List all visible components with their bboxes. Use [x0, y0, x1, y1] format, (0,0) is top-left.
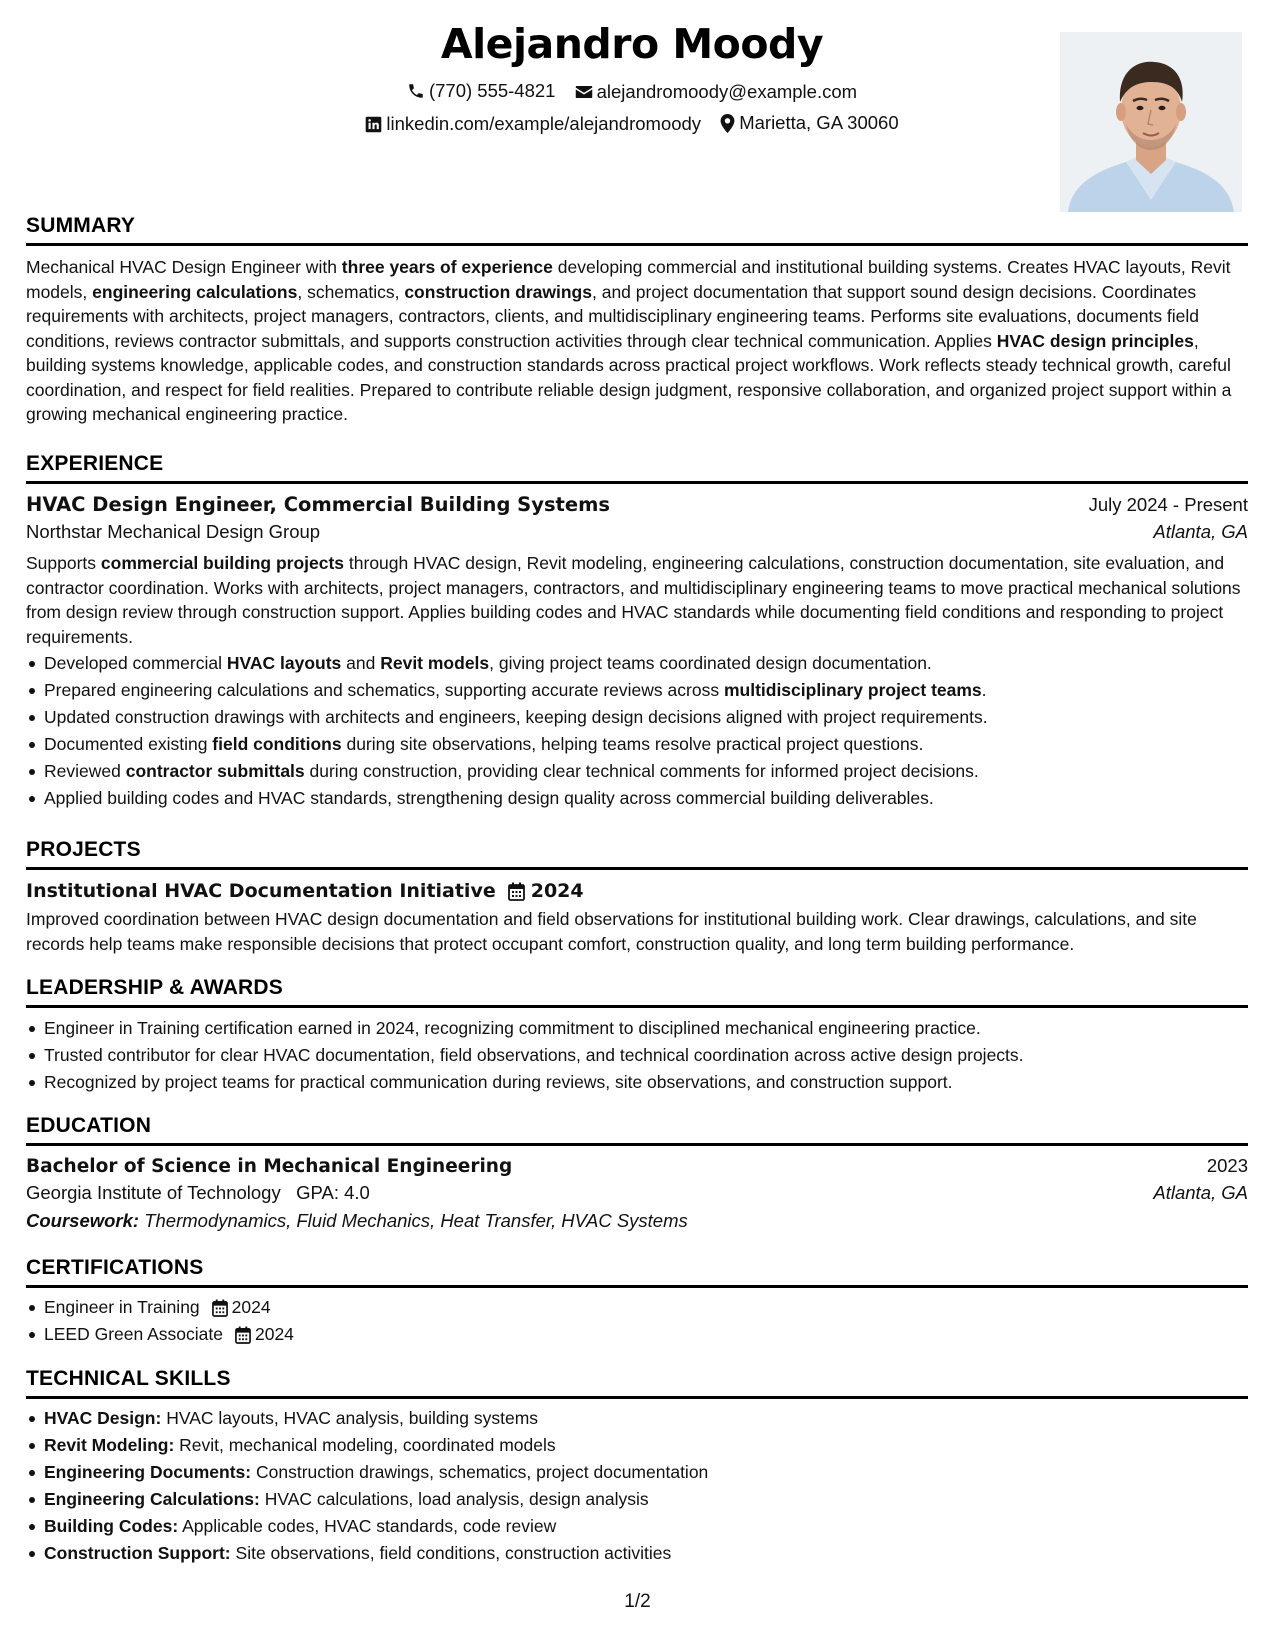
linkedin-contact[interactable]	[365, 113, 701, 135]
skill-label: Engineering Documents:	[44, 1462, 252, 1482]
profile-photo	[1060, 32, 1242, 212]
certification-name: LEED Green Associate	[44, 1324, 223, 1344]
summary-text: , and project documentation that support sound design decisions. Coordinates requirements with architects, project managers, contractors, clients, and multidisciplinary engineering teams. Performs site evaluations, documents field conditions, reviews contractor submittals, and supports construction activities through clear technical communication. Applies	[26, 281, 1200, 351]
job-bullet	[26, 677, 1248, 704]
job-location: Atlanta, GA	[1153, 521, 1248, 542]
skills-heading: TECHNICAL SKILLS	[26, 1367, 1248, 1399]
job-bullet	[26, 758, 1248, 785]
job-bullet-emphasis: Revit models	[380, 653, 490, 673]
summary-emphasis: HVAC design principles	[996, 330, 1194, 351]
job-bullet-text: and	[341, 653, 381, 673]
projects-heading: PROJECTS	[26, 838, 1248, 870]
job-bullet-text: , giving project teams coordinated design documentation.	[489, 653, 932, 673]
summary-emphasis: three years of experience	[341, 257, 553, 277]
skill-item	[26, 1459, 1248, 1486]
job-bullet-text: during site observations, helping teams resolve practical project questions.	[341, 734, 924, 754]
job-company: Northstar Mechanical Design Group	[26, 521, 321, 542]
skill-label: Building Codes:	[44, 1516, 179, 1536]
certifications-list	[26, 1294, 1248, 1348]
summary-text: Mechanical HVAC Design Engineer with	[26, 257, 342, 277]
leadership-item: Engineer in Training certification earned in 2024, recognizing commitment to disciplined mechanical engineering practice.	[26, 1015, 1248, 1042]
skill-value: HVAC calculations, load analysis, design analysis	[264, 1489, 649, 1509]
job-bullet-emphasis: multidisciplinary project teams	[723, 680, 982, 700]
phone-number: (770) 555-4821	[428, 80, 556, 101]
summary-emphasis: construction drawings	[404, 281, 592, 302]
school-location: Atlanta, GA	[1153, 1182, 1248, 1203]
certification-name: Engineer in Training	[44, 1297, 200, 1317]
job-description-emphasis: commercial building projects	[100, 553, 345, 573]
candidate-name: Alejandro Moody	[440, 20, 824, 68]
page-number: 1/2	[624, 1591, 651, 1612]
experience-section	[26, 452, 1248, 812]
skill-label: HVAC Design:	[44, 1408, 162, 1428]
job-bullet-emphasis: contractor submittals	[125, 761, 305, 781]
project-name: Institutional HVAC Documentation Initiative	[26, 880, 496, 902]
skill-value: Revit, mechanical modeling, coordinated models	[179, 1435, 556, 1455]
summary-section	[26, 214, 1248, 427]
project-description: Improved coordination between HVAC design documentation and field observations for institutional building work. Clear drawings, calculations, and site records help teams make responsible decisions that protect occupant comfort, construction quality, and long term building performance.	[26, 909, 1197, 954]
skill-item	[26, 1486, 1248, 1513]
job-title-row	[26, 493, 1248, 516]
skill-item	[26, 1432, 1248, 1459]
experience-heading: EXPERIENCE	[26, 452, 1248, 484]
job-bullet-text: Applied building codes and HVAC standards, strengthening design quality across commercial building deliverables.	[44, 788, 934, 808]
linkedin-url[interactable]: linkedin.com/example/alejandromoody	[386, 113, 702, 134]
summary-emphasis: engineering calculations	[92, 281, 298, 302]
skill-value: HVAC layouts, HVAC analysis, building systems	[166, 1408, 539, 1428]
job-company-row	[26, 521, 1248, 543]
school-name: Georgia Institute of Technology	[26, 1182, 281, 1203]
summary-text: , building systems knowledge, applicable codes, and construction standards across practical project workflows. Work reflects steady technical growth, careful coordination, and respect for field realities. Prepared to contribute reliable design judgment, responsive collaboration, and organized project support within a growing mechanical engineering practice.	[26, 330, 1232, 424]
email-contact[interactable]	[575, 81, 857, 103]
certifications-heading: CERTIFICATIONS	[26, 1256, 1248, 1288]
job-bullet	[26, 785, 1248, 812]
summary-text	[26, 255, 1248, 427]
linkedin-icon	[365, 116, 382, 133]
job-description-text: through HVAC design, Revit modeling, engineering calculations, construction documentation, site evaluation, and contractor coordination. Works with architects, project managers, contractors, and multidisciplinary engineering teams to move practical mechanical solutions from design review through construction support. Applies building codes and HVAC standards while documenting field conditions and responding to project requirements.	[26, 553, 1241, 647]
gpa: GPA: 4.0	[296, 1182, 370, 1203]
education-heading: EDUCATION	[26, 1114, 1248, 1146]
job-bullet-text: Reviewed	[44, 761, 126, 781]
certification-year: 2024	[254, 1324, 294, 1344]
skills-section	[26, 1367, 1248, 1567]
degree-row	[26, 1155, 1248, 1177]
envelope-icon	[575, 84, 593, 100]
certification-item	[26, 1294, 1248, 1321]
skills-list	[26, 1405, 1248, 1567]
summary-heading: SUMMARY	[26, 214, 1248, 246]
certifications-section	[26, 1256, 1248, 1348]
coursework-line	[26, 1210, 1248, 1232]
coursework-label: Coursework:	[26, 1210, 140, 1231]
job-title: HVAC Design Engineer, Commercial Building Systems	[26, 493, 611, 516]
map-pin-icon	[720, 114, 735, 133]
job-bullet-text: Prepared engineering calculations and schematics, supporting accurate reviews across	[44, 680, 724, 700]
skill-label: Construction Support:	[44, 1543, 231, 1563]
project-year: 2024	[530, 880, 584, 902]
job-bullet-text: Updated construction drawings with architects and engineers, keeping design decisions aligned with project requirements.	[44, 707, 988, 727]
leadership-list	[26, 1015, 1248, 1096]
leadership-item: Trusted contributor for clear HVAC documentation, field observations, and technical coordination across active design projects.	[26, 1042, 1248, 1069]
school-row	[26, 1182, 1248, 1204]
degree-name: Bachelor of Science in Mechanical Engineering	[26, 1156, 513, 1177]
certification-item	[26, 1321, 1248, 1348]
coursework-list: Thermodynamics, Fluid Mechanics, Heat Transfer, HVAC Systems	[144, 1210, 688, 1231]
school-info	[26, 1182, 370, 1204]
job-bullet-emphasis: HVAC layouts	[226, 653, 342, 673]
job-bullet-text: Documented existing	[44, 734, 213, 754]
summary-text: , schematics,	[297, 281, 405, 302]
job-description-text: Supports	[26, 553, 101, 573]
skill-item	[26, 1540, 1248, 1567]
leadership-heading: LEADERSHIP & AWARDS	[26, 976, 1248, 1008]
projects-section	[26, 838, 1248, 956]
job-bullet	[26, 704, 1248, 731]
job-bullet	[26, 650, 1248, 677]
profile-photo-illustration	[1060, 32, 1242, 212]
graduation-year: 2023	[1206, 1155, 1248, 1176]
summary-text: developing commercial and institutional building systems. Creates HVAC layouts, Revit models,	[26, 257, 1231, 302]
calendar-icon	[212, 1299, 228, 1317]
job-bullet	[26, 731, 1248, 758]
phone-contact	[407, 80, 556, 102]
project-title-row	[26, 880, 1248, 902]
resume-header	[0, 20, 1275, 220]
skill-item	[26, 1513, 1248, 1540]
job-bullet-text: Developed commercial	[44, 653, 227, 673]
location-text: Marietta, GA 30060	[739, 112, 899, 133]
leadership-item: Recognized by project teams for practical communication during reviews, site observations, and construction support.	[26, 1069, 1248, 1096]
location-contact	[720, 112, 898, 134]
email-address[interactable]: alejandromoody@example.com	[596, 81, 858, 102]
skill-value: Applicable codes, HVAC standards, code review	[182, 1516, 557, 1536]
education-section	[26, 1114, 1248, 1232]
job-description	[26, 551, 1248, 649]
job-bullet-text: during construction, providing clear technical comments for informed project decisions.	[304, 761, 979, 781]
certification-year: 2024	[231, 1297, 271, 1317]
skill-value: Site observations, field conditions, construction activities	[235, 1543, 672, 1563]
job-bullet-emphasis: field conditions	[212, 734, 342, 754]
job-bullet-text: .	[981, 680, 987, 700]
job-bullets	[26, 650, 1248, 812]
job-dates: July 2024 - Present	[1088, 494, 1248, 515]
calendar-icon	[235, 1326, 251, 1344]
skill-item	[26, 1405, 1248, 1432]
leadership-section	[26, 976, 1248, 1096]
skill-label: Revit Modeling:	[44, 1435, 175, 1455]
skill-label: Engineering Calculations:	[44, 1489, 260, 1509]
skill-value: Construction drawings, schematics, project documentation	[255, 1462, 709, 1482]
calendar-icon	[508, 882, 525, 901]
phone-icon	[407, 82, 425, 100]
